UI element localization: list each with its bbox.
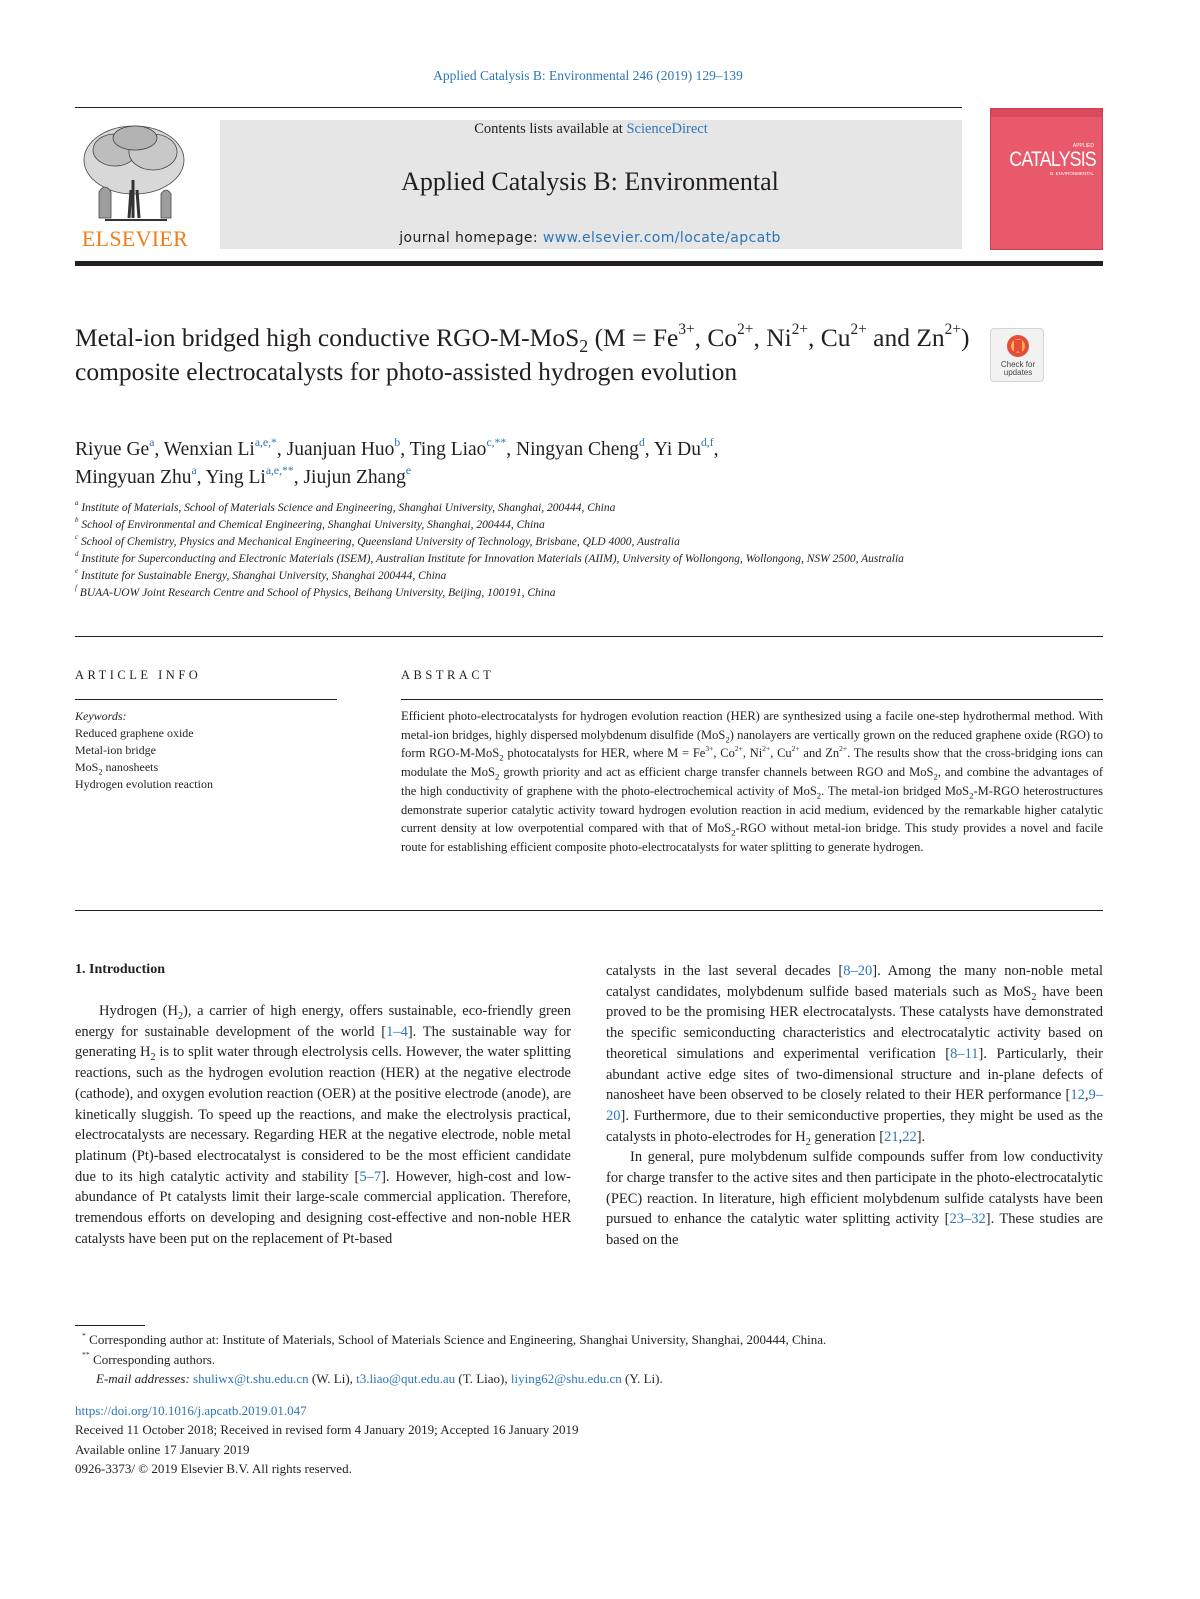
title-sup: 2+ <box>791 321 808 339</box>
body-text: have been proved to be the promising HER electrocatalysts. These catalysts have demonstrated the specific semiconducting characteristics and electrocatalytic activity based on theoretical simulations and experimental verification [ <box>606 983 1103 1062</box>
affiliation-list <box>75 500 975 602</box>
affiliation-text: Institute of Materials, School of Materials Science and Engineering, Shanghai University, Shanghai, 200444, China <box>81 502 616 514</box>
journal-banner <box>220 120 962 249</box>
abstract-sup: 2+ <box>791 744 800 754</box>
affiliation <box>75 551 975 568</box>
abstract-rule <box>401 699 1103 700</box>
keywords-block <box>75 708 337 793</box>
body-sub: 2 <box>1031 991 1037 1003</box>
author-affiliation-marks: b <box>394 435 401 449</box>
author[interactable] <box>286 435 401 460</box>
body-column-left <box>75 1001 571 1249</box>
citation-link[interactable]: 1–4 <box>386 1023 408 1040</box>
title-sub: 2 <box>579 336 589 357</box>
abstract-sub: 2 <box>731 827 736 838</box>
citation-link[interactable]: 8–11 <box>950 1045 979 1062</box>
keyword: Metal-ion bridge <box>75 743 156 757</box>
citation-link[interactable]: 5–7 <box>359 1168 382 1185</box>
author-affiliation-marks: d <box>638 435 645 449</box>
abstract-sub: 2 <box>725 734 730 745</box>
title-part: (M = Fe <box>588 323 679 352</box>
keyword: Reduced graphene oxide <box>75 726 194 740</box>
author-affiliation-marks: a <box>149 435 155 449</box>
crossmark-icon <box>1006 334 1030 360</box>
abstract-sup: 2+ <box>762 744 771 754</box>
keyword-part: MoS <box>75 760 99 774</box>
abstract-sub: 2 <box>816 790 822 801</box>
author-affiliation-marks: e <box>405 463 412 477</box>
affiliation-key: e <box>75 568 79 576</box>
body-text: ), a carrier of high energy, offers sustainable, eco-friendly green energy for sustainable development of the world [ <box>75 1003 571 1040</box>
author[interactable] <box>515 435 645 460</box>
journal-title: Applied Catalysis B: Environmental <box>401 167 779 196</box>
footnote-text: Corresponding author at: Institute of Materials, School of Materials Science and Engineering, Shanghai University, Shanghai, 200444, China. <box>89 1332 827 1347</box>
contents-prefix: Contents lists available at <box>474 121 623 137</box>
affiliation <box>75 500 975 517</box>
author[interactable] <box>205 463 294 488</box>
body-text: ]. However, high-cost and low-abundance of Pt catalysts limit their large-scale commercial application. Therefore, tremendous efforts on developing and designing cost-effective and non-noble HER catalysts have been put on the replacement of Pt-based <box>75 1168 571 1247</box>
abstract-sup: 3+ <box>705 744 714 754</box>
section-heading-introduction: 1. Introduction <box>75 962 165 977</box>
author[interactable] <box>653 435 714 460</box>
author-name: Ying Li <box>205 467 266 488</box>
author-affiliation-marks: a <box>191 463 197 477</box>
title-part: , Cu <box>807 323 851 352</box>
author-name: Ningyan Cheng <box>515 439 639 460</box>
abstract-part: . The metal-ion bridged MoS <box>821 783 970 798</box>
footnote-mark: * <box>82 1330 86 1340</box>
author-name: Riyue Ge <box>75 439 150 460</box>
affiliation-text: School of Environmental and Chemical Engineering, Shanghai University, Shanghai, 200444, China <box>81 519 545 531</box>
publication-info <box>75 1401 975 1479</box>
keyword <box>75 759 337 776</box>
sciencedirect-link[interactable]: ScienceDirect <box>626 121 708 137</box>
title-part: and Zn <box>866 323 945 352</box>
author-affiliation-marks: d,f <box>700 435 714 449</box>
author-list <box>75 436 975 492</box>
homepage-link[interactable]: www.elsevier.com/locate/apcatb <box>542 230 781 246</box>
affiliation <box>75 585 975 602</box>
body-text: , <box>1084 1087 1089 1104</box>
body-text: ]. These studies are based on the <box>606 1211 1103 1249</box>
abstract-heading: ABSTRACT <box>401 668 495 682</box>
keywords-label: Keywords: <box>75 709 127 723</box>
body-column-right <box>606 961 1103 1251</box>
title-part: , Co <box>694 323 738 352</box>
title-part: , Ni <box>753 323 792 352</box>
author-name: Wenxian Li <box>163 439 255 460</box>
homepage-line <box>220 230 960 246</box>
title-sup: 2+ <box>944 321 961 339</box>
title-part: ) composite electrocatalysts for photo-assisted hydrogen evolution <box>75 323 970 386</box>
body-text: ]. Furthermore, due to their semiconductive properties, they might be used as the catalysts in photo-electrodes for H <box>606 1107 1103 1145</box>
author-affiliation-marks: a,e,* <box>254 435 277 449</box>
author-affiliation-marks: a,e,** <box>265 463 294 477</box>
email-link[interactable]: liying62@shu.edu.cn <box>510 1371 622 1386</box>
author-separator: , <box>506 439 516 460</box>
abstract-sub: 2 <box>969 790 974 801</box>
email-label: E-mail addresses: <box>96 1371 190 1386</box>
header-thick-rule <box>75 261 1103 266</box>
author[interactable] <box>75 435 155 460</box>
available-online: Available online 17 January 2019 <box>75 1441 250 1457</box>
title-sup: 3+ <box>678 321 695 339</box>
affiliation-text: Institute for Sustainable Energy, Shanghai University, Shanghai 200444, China <box>80 570 447 582</box>
abstract-sub: 2 <box>499 752 504 763</box>
affiliation <box>75 568 975 585</box>
abstract-part: ) nanolayers are vertically grown on the reduced graphene oxide (RGO) to form RGO-M-MoS <box>401 727 1103 761</box>
citation-link[interactable]: 9–20 <box>606 1087 1103 1124</box>
author-separator: , <box>154 439 164 460</box>
abstract-part: , Co <box>713 746 735 761</box>
doi-link[interactable]: https://doi.org/10.1016/j.apcatb.2019.01.047 <box>75 1403 307 1418</box>
author-name: Yi Du <box>653 439 701 460</box>
body-sub: 2 <box>150 1052 156 1064</box>
abstract-end-rule <box>75 910 1103 911</box>
author[interactable] <box>75 463 197 488</box>
body-text: Hydrogen (H <box>99 1003 178 1019</box>
affiliation <box>75 534 975 551</box>
footnotes <box>82 1330 1102 1389</box>
affiliation <box>75 517 975 534</box>
body-text: ]. Among the many non-noble metal catalyst candidates, molybdenum sulfide based materials such as MoS <box>606 963 1103 1000</box>
citation-link[interactable]: 23–32 <box>949 1211 986 1228</box>
email-link[interactable]: t3.liao@qut.edu.au <box>356 1371 456 1386</box>
contents-line <box>220 121 962 138</box>
body-text: ]. <box>916 1128 926 1145</box>
citation-link[interactable]: 8–20 <box>843 963 873 979</box>
citation-link[interactable]: 22 <box>902 1128 917 1145</box>
footnote-emails <box>82 1369 1102 1389</box>
abstract-part: photocatalysts for HER, where M = Fe <box>503 746 706 761</box>
body-text: ]. Particularly, their abundant active edge sites of two-dimensional structure and in-plane defects of nanosheet have been observed to be closely related to their HER performance [ <box>606 1045 1103 1104</box>
keyword: Hydrogen evolution reaction <box>75 777 213 791</box>
publisher-wordmark: ELSEVIER <box>81 226 189 251</box>
cover-catalysis: CATALYSIS <box>1009 148 1096 171</box>
abstract-part: , Ni <box>742 746 763 761</box>
author-separator: , <box>644 439 654 460</box>
citation-link[interactable]: 12 <box>1070 1087 1085 1104</box>
title-sup: 2+ <box>737 321 754 339</box>
body-paragraph <box>606 1147 1103 1251</box>
author[interactable] <box>409 435 507 460</box>
body-text: In general, pure molybdenum sulfide compounds suffer from low conductivity for charge transfer to the active sites and then participate in the photo-electrocatalytic (PEC) reaction. In literature, high efficient molybdenum sulfide catalysts have been pursued to enhance the catalytic water splitting activity [ <box>606 1149 1103 1228</box>
abstract-text <box>401 707 1103 857</box>
abstract-part: , and combine the advantages of the high conductivity of graphene with the photo-electrochemical activity of MoS <box>401 765 1103 798</box>
article-info-heading: ARTICLE INFO <box>75 668 202 682</box>
author-name: Jiujun Zhang <box>303 467 406 488</box>
affiliation-text: Institute for Superconducting and Electronic Materials (ISEM), Australian Institute for Innovation Materials (AIIM), University of Wollongong, Wollongong, NSW 2500, Australia <box>81 553 904 565</box>
body-text: catalysts in the last several decades [ <box>606 963 844 979</box>
author-name: Mingyuan Zhu <box>75 467 192 488</box>
author-separator: , <box>196 467 206 488</box>
email-owner: (W. Li), <box>308 1371 357 1386</box>
body-sub: 2 <box>805 1136 811 1148</box>
cover-environmental: B: ENVIRONMENTAL <box>1050 171 1094 176</box>
abstract-sub: 2 <box>933 771 938 782</box>
affiliation-key: b <box>75 517 79 525</box>
cover-applied: APPLIED <box>1072 143 1094 149</box>
author-separator: , <box>276 439 287 460</box>
journal-cover-thumbnail[interactable] <box>990 108 1103 250</box>
elsevier-tree-logo <box>75 120 193 226</box>
email-owner: (Y. Li). <box>621 1371 663 1386</box>
title-part: Metal-ion bridged high conductive RGO-M-MoS <box>75 323 580 352</box>
affiliation-key: a <box>75 500 79 508</box>
cover-top-strip <box>991 109 1103 117</box>
author[interactable] <box>303 463 412 488</box>
affiliation-text: School of Chemistry, Physics and Mechanical Engineering, Queensland University of Technology, Brisbane, QLD 4000, Australia <box>80 536 680 548</box>
author-separator: , <box>293 467 304 488</box>
body-text: generation [ <box>810 1128 885 1145</box>
body-text: is to split water through electrolysis cells. However, the water splitting reactions, such as the hydrogen evolution reaction (HER) at the negative electrode (cathode), and oxygen evolution reaction (OER) at the positive electrode (anode), are kinetically sluggish. To speed up the reactions, and make the electrolysis practical, electrocatalysts are necessary. Regarding HER at the negative electrode, noble metal platinum (Pt)-based electrocatalyst is considered to be the most efficient candidate due to its high catalytic activity and stability [ <box>75 1044 571 1185</box>
author-name: Ting Liao <box>409 439 487 460</box>
keyword-sub: 2 <box>98 767 103 777</box>
crossmark-label: Check for updates <box>1000 360 1036 377</box>
body-paragraph <box>606 961 1103 1147</box>
article-info-rule <box>75 699 337 700</box>
author-name: Juanjuan Huo <box>286 439 395 460</box>
journal-reference[interactable]: Applied Catalysis B: Environmental 246 (2019) 129–139 <box>433 68 743 83</box>
affiliations-rule <box>75 636 1103 637</box>
abstract-part: growth priority and act as efficient charge transfer channels between RGO and MoS <box>499 765 934 780</box>
footnote-text: Corresponding authors. <box>93 1351 216 1367</box>
email-owner: (T. Liao), <box>455 1371 511 1386</box>
footnote-corresponding <box>82 1330 1102 1350</box>
email-link[interactable]: shuliwx@t.shu.edu.cn <box>193 1371 309 1386</box>
author-separator: , <box>713 439 719 460</box>
affiliation-key: c <box>75 534 79 542</box>
copyright: 0926-3373/ © 2019 Elsevier B.V. All rights reserved. <box>75 1461 352 1477</box>
author-separator: , <box>400 439 410 460</box>
received-dates: Received 11 October 2018; Received in revised form 4 January 2019; Accepted 16 January 2019 <box>75 1422 579 1438</box>
citation-link[interactable]: 21 <box>884 1128 899 1145</box>
abstract-sup: 2+ <box>734 744 743 754</box>
abstract-part: -M-RGO heterostructures demonstrate superior catalytic activity toward hydrogen evolution reaction in acid medium, evidenced by the remarkable higher catalytic current density at low overpotential compared with that of MoS <box>401 783 1103 836</box>
footnote-rule <box>75 1325 145 1326</box>
abstract-part: -RGO without metal-ion bridge. This study provides a novel and facile route for establishing efficient composite photo-electrocatalysts for water splitting to generate hydrogen. <box>401 821 1103 854</box>
abstract-part: Efficient photo-electrocatalysts for hydrogen evolution reaction (HER) are synthesized using a facile one-step hydrothermal method. With metal-ion bridges, highly dispersed molybdenum disulfide (MoS <box>401 709 1103 742</box>
footnote-corresponding-authors <box>82 1350 1102 1370</box>
body-sub: 2 <box>177 1010 184 1022</box>
header-rule <box>75 107 962 108</box>
abstract-part: , Cu <box>770 746 792 761</box>
check-for-updates-button[interactable] <box>990 328 1044 382</box>
body-text: ]. The sustainable way for generating H <box>75 1023 572 1061</box>
author[interactable] <box>163 435 277 460</box>
abstract-sup: 2+ <box>839 744 848 754</box>
author-affiliation-marks: c,** <box>486 435 507 449</box>
affiliation-text: BUAA-UOW Joint Research Centre and School of Physics, Beihang University, Beijing, 100191, China <box>79 587 556 599</box>
affiliation-key: d <box>75 551 79 559</box>
article-title <box>75 321 975 389</box>
abstract-sub: 2 <box>495 771 500 782</box>
keyword-part: nanosheets <box>102 760 159 774</box>
abstract-part: . The results show that the cross-bridging ions can modulate the MoS <box>401 746 1103 780</box>
affiliation-key: f <box>75 585 77 593</box>
homepage-prefix: journal homepage: <box>399 230 539 246</box>
footnote-mark: ** <box>82 1350 90 1360</box>
title-sup: 2+ <box>850 321 867 339</box>
body-text: , <box>898 1128 903 1145</box>
abstract-part: and Zn <box>799 746 840 761</box>
